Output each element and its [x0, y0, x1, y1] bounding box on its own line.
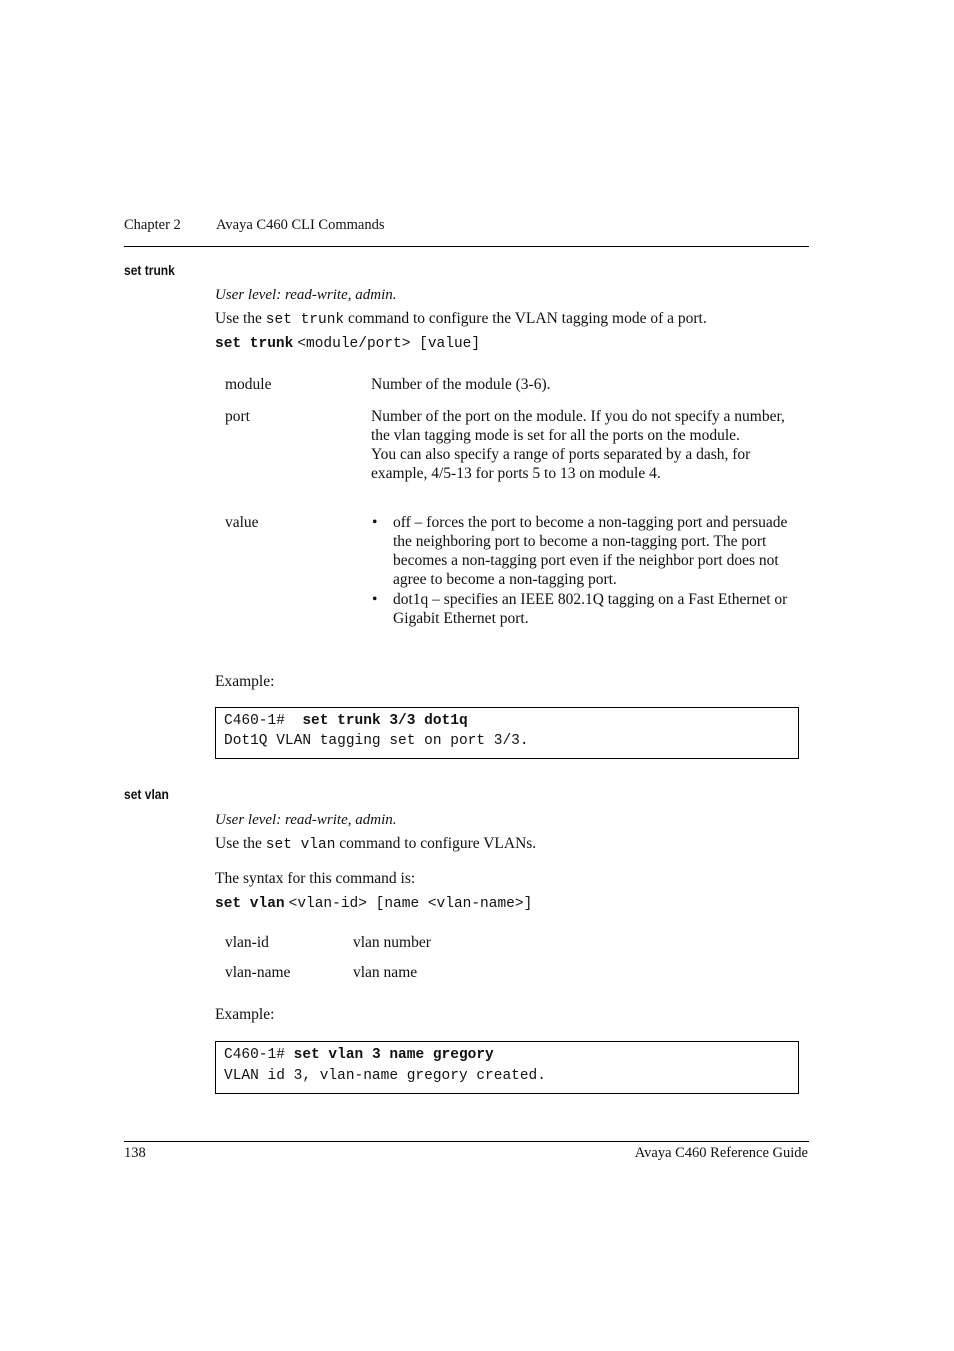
param-bullet-list	[371, 513, 796, 628]
list-item: • off – forces the port to become a non-tagging port and persuade the neighboring port to become a non-tagging port. The port becomes a non-tagging port even if the neighbor port does not agree to become a non-tagging port.	[372, 514, 788, 588]
code-line	[224, 713, 468, 729]
param-name: vlan-name	[225, 964, 291, 981]
syntax-command: set vlan	[215, 896, 285, 912]
syntax-line	[215, 894, 532, 912]
code-example-box	[215, 707, 799, 759]
cli-prompt: C460-1#	[224, 713, 285, 729]
param-description: Number of the port on the module. If you do not specify a number, the vlan tagging mode is set for all the ports on the module. You can also specify a range of ports separated by a dash, for example, 4/5-13 for ports 5 to 13 on module 4.	[371, 408, 785, 482]
syntax-intro: The syntax for this command is:	[215, 870, 416, 887]
bullet-icon: •	[372, 514, 378, 531]
syntax-command: set trunk	[215, 336, 294, 352]
section-heading: set trunk	[124, 262, 175, 278]
example-label: Example:	[215, 673, 275, 690]
intro-text: Use the set vlan command to configure VLANs.	[215, 835, 537, 853]
intro-text: Use the set trunk command to configure the VLAN tagging mode of a port.	[215, 310, 707, 328]
inline-code: set trunk	[265, 312, 345, 328]
code-example-box	[215, 1041, 799, 1094]
param-description: Number of the module (3-6).	[371, 376, 551, 393]
code-output: Dot1Q VLAN tagging set on port 3/3.	[224, 733, 529, 749]
chapter-label: Chapter 2	[124, 217, 181, 233]
footer-rule	[124, 1141, 809, 1142]
bullet-icon: •	[372, 591, 378, 608]
syntax-arguments: <vlan-id> [name <vlan-name>]	[288, 896, 533, 912]
chapter-title: Avaya C460 CLI Commands	[216, 217, 385, 233]
param-name: vlan-id	[225, 934, 269, 951]
book-title: Avaya C460 Reference Guide	[634, 1145, 808, 1161]
page-number: 138	[124, 1145, 146, 1161]
param-description: vlan number	[353, 934, 431, 951]
inline-code: set vlan	[265, 837, 336, 853]
syntax-line	[215, 334, 480, 352]
code-line	[224, 1047, 494, 1063]
section-heading: set vlan	[124, 786, 169, 802]
user-level: User level: read-write, admin.	[215, 812, 397, 828]
header-rule	[124, 246, 809, 247]
list-item: • dot1q – specifies an IEEE 802.1Q tagging on a Fast Ethernet or Gigabit Ethernet port.	[372, 591, 788, 627]
param-name: port	[225, 408, 250, 425]
cli-command: set vlan 3 name gregory	[293, 1047, 494, 1063]
param-name: value	[225, 514, 259, 531]
example-label: Example:	[215, 1006, 275, 1023]
cli-command: set trunk 3/3 dot1q	[302, 713, 468, 729]
cli-prompt: C460-1#	[224, 1047, 285, 1063]
param-name: module	[225, 376, 272, 393]
param-description: vlan name	[353, 964, 418, 981]
user-level: User level: read-write, admin.	[215, 287, 397, 303]
syntax-arguments: <module/port> [value]	[297, 336, 481, 352]
code-output: VLAN id 3, vlan-name gregory created.	[224, 1068, 546, 1084]
